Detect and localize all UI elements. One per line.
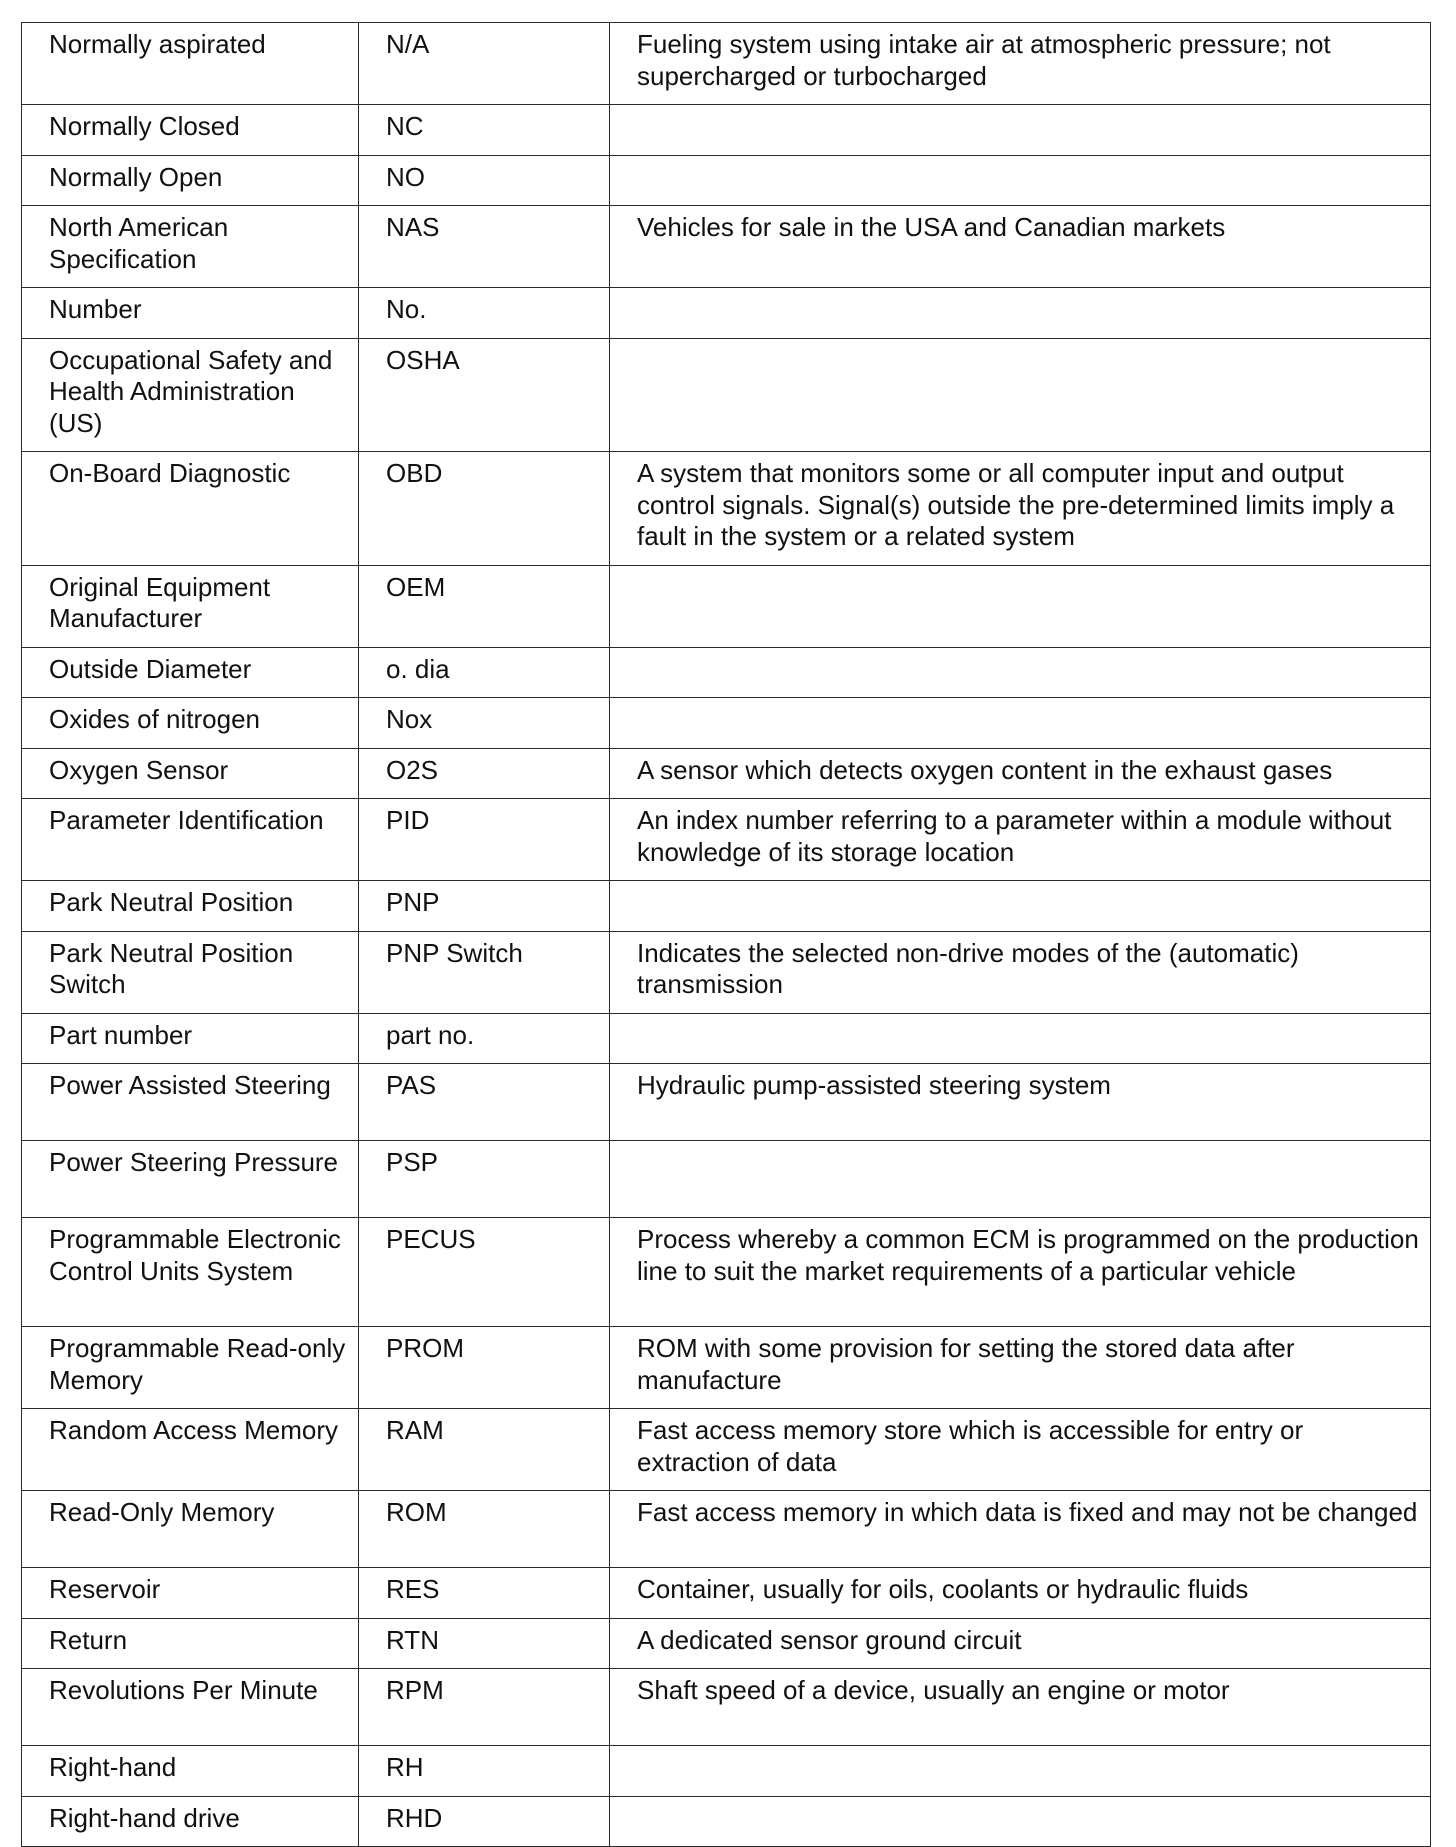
definition-cell: An index number referring to a parameter within a module without knowledge of its storage location: [610, 799, 1431, 881]
abbreviation-cell: PNP Switch: [359, 931, 610, 1013]
term-cell: Random Access Memory: [22, 1409, 359, 1491]
table-row: [22, 1218, 1431, 1327]
abbreviation-cell: RPM: [359, 1669, 610, 1746]
table-row: [22, 1013, 1431, 1064]
term-cell: Read-Only Memory: [22, 1491, 359, 1568]
term-cell: Revolutions Per Minute: [22, 1669, 359, 1746]
abbreviation-cell: part no.: [359, 1013, 610, 1064]
table-row: [22, 698, 1431, 749]
term-cell: Power Assisted Steering: [22, 1064, 359, 1141]
table-row: [22, 565, 1431, 647]
abbreviation-cell: RTN: [359, 1618, 610, 1669]
table-row: [22, 452, 1431, 566]
definition-cell: A sensor which detects oxygen content in the exhaust gases: [610, 748, 1431, 799]
term-cell: Oxides of nitrogen: [22, 698, 359, 749]
abbreviation-cell: O2S: [359, 748, 610, 799]
definition-cell: [610, 1796, 1431, 1847]
term-cell: Part number: [22, 1013, 359, 1064]
table-row: [22, 206, 1431, 288]
abbreviation-cell: N/A: [359, 23, 610, 105]
definition-cell: Fast access memory store which is accessible for entry or extraction of data: [610, 1409, 1431, 1491]
term-cell: Normally Closed: [22, 105, 359, 156]
definition-cell: A dedicated sensor ground circuit: [610, 1618, 1431, 1669]
table-row: [22, 748, 1431, 799]
table-row: [22, 105, 1431, 156]
abbreviation-cell: NAS: [359, 206, 610, 288]
term-cell: Power Steering Pressure: [22, 1141, 359, 1218]
table-row: [22, 23, 1431, 105]
term-cell: Outside Diameter: [22, 647, 359, 698]
table-row: [22, 1618, 1431, 1669]
abbreviation-cell: RH: [359, 1746, 610, 1797]
abbreviation-cell: OEM: [359, 565, 610, 647]
definition-cell: [610, 881, 1431, 932]
definition-cell: ROM with some provision for setting the stored data after manufacture: [610, 1327, 1431, 1409]
definition-cell: Indicates the selected non-drive modes of the (automatic) transmission: [610, 931, 1431, 1013]
table-row: [22, 1568, 1431, 1619]
term-cell: Return: [22, 1618, 359, 1669]
term-cell: Number: [22, 288, 359, 339]
term-cell: Oxygen Sensor: [22, 748, 359, 799]
definition-cell: Shaft speed of a device, usually an engine or motor: [610, 1669, 1431, 1746]
abbreviation-cell: o. dia: [359, 647, 610, 698]
table-row: [22, 1064, 1431, 1141]
term-cell: Original Equipment Manufacturer: [22, 565, 359, 647]
table-row: [22, 1491, 1431, 1568]
abbreviation-cell: No.: [359, 288, 610, 339]
definition-cell: Process whereby a common ECM is programmed on the production line to suit the market requirements of a particular vehicle: [610, 1218, 1431, 1327]
term-cell: Right-hand: [22, 1746, 359, 1797]
abbreviation-cell: PID: [359, 799, 610, 881]
definition-cell: [610, 647, 1431, 698]
definition-cell: [610, 565, 1431, 647]
term-cell: North American Specification: [22, 206, 359, 288]
glossary-table: [21, 22, 1431, 1847]
abbreviation-cell: NC: [359, 105, 610, 156]
abbreviation-cell: RHD: [359, 1796, 610, 1847]
abbreviation-cell: PROM: [359, 1327, 610, 1409]
abbreviation-cell: PSP: [359, 1141, 610, 1218]
definition-cell: Container, usually for oils, coolants or hydraulic fluids: [610, 1568, 1431, 1619]
term-cell: Normally aspirated: [22, 23, 359, 105]
abbreviation-cell: PECUS: [359, 1218, 610, 1327]
abbreviation-cell: OBD: [359, 452, 610, 566]
abbreviation-cell: Nox: [359, 698, 610, 749]
table-row: [22, 1327, 1431, 1409]
table-row: [22, 647, 1431, 698]
table-row: [22, 931, 1431, 1013]
term-cell: On-Board Diagnostic: [22, 452, 359, 566]
table-row: [22, 338, 1431, 452]
table-row: [22, 1409, 1431, 1491]
definition-cell: [610, 1746, 1431, 1797]
abbreviation-cell: OSHA: [359, 338, 610, 452]
abbreviation-cell: PNP: [359, 881, 610, 932]
table-row: [22, 288, 1431, 339]
abbreviation-cell: RES: [359, 1568, 610, 1619]
table-row: [22, 1796, 1431, 1847]
term-cell: Programmable Electronic Control Units System: [22, 1218, 359, 1327]
definition-cell: [610, 338, 1431, 452]
table-row: [22, 881, 1431, 932]
term-cell: Park Neutral Position Switch: [22, 931, 359, 1013]
term-cell: Occupational Safety and Health Administration (US): [22, 338, 359, 452]
definition-cell: Vehicles for sale in the USA and Canadian markets: [610, 206, 1431, 288]
abbreviation-cell: RAM: [359, 1409, 610, 1491]
term-cell: Right-hand drive: [22, 1796, 359, 1847]
term-cell: Reservoir: [22, 1568, 359, 1619]
definition-cell: [610, 698, 1431, 749]
table-row: [22, 1669, 1431, 1746]
term-cell: Park Neutral Position: [22, 881, 359, 932]
definition-cell: [610, 1013, 1431, 1064]
table-row: [22, 1141, 1431, 1218]
definition-cell: [610, 288, 1431, 339]
term-cell: Programmable Read-only Memory: [22, 1327, 359, 1409]
definition-cell: Fast access memory in which data is fixed and may not be changed: [610, 1491, 1431, 1568]
definition-cell: Hydraulic pump-assisted steering system: [610, 1064, 1431, 1141]
definition-cell: [610, 1141, 1431, 1218]
abbreviation-cell: ROM: [359, 1491, 610, 1568]
definition-cell: [610, 105, 1431, 156]
definition-cell: A system that monitors some or all computer input and output control signals. Signal(s) outside the pre-determined limits imply a fault in the system or a related system: [610, 452, 1431, 566]
abbreviation-cell: PAS: [359, 1064, 610, 1141]
abbreviation-cell: NO: [359, 155, 610, 206]
table-row: [22, 1746, 1431, 1797]
definition-cell: Fueling system using intake air at atmospheric pressure; not supercharged or turbocharged: [610, 23, 1431, 105]
glossary-page: [21, 22, 1430, 1847]
term-cell: Parameter Identification: [22, 799, 359, 881]
definition-cell: [610, 155, 1431, 206]
table-row: [22, 155, 1431, 206]
table-row: [22, 799, 1431, 881]
term-cell: Normally Open: [22, 155, 359, 206]
